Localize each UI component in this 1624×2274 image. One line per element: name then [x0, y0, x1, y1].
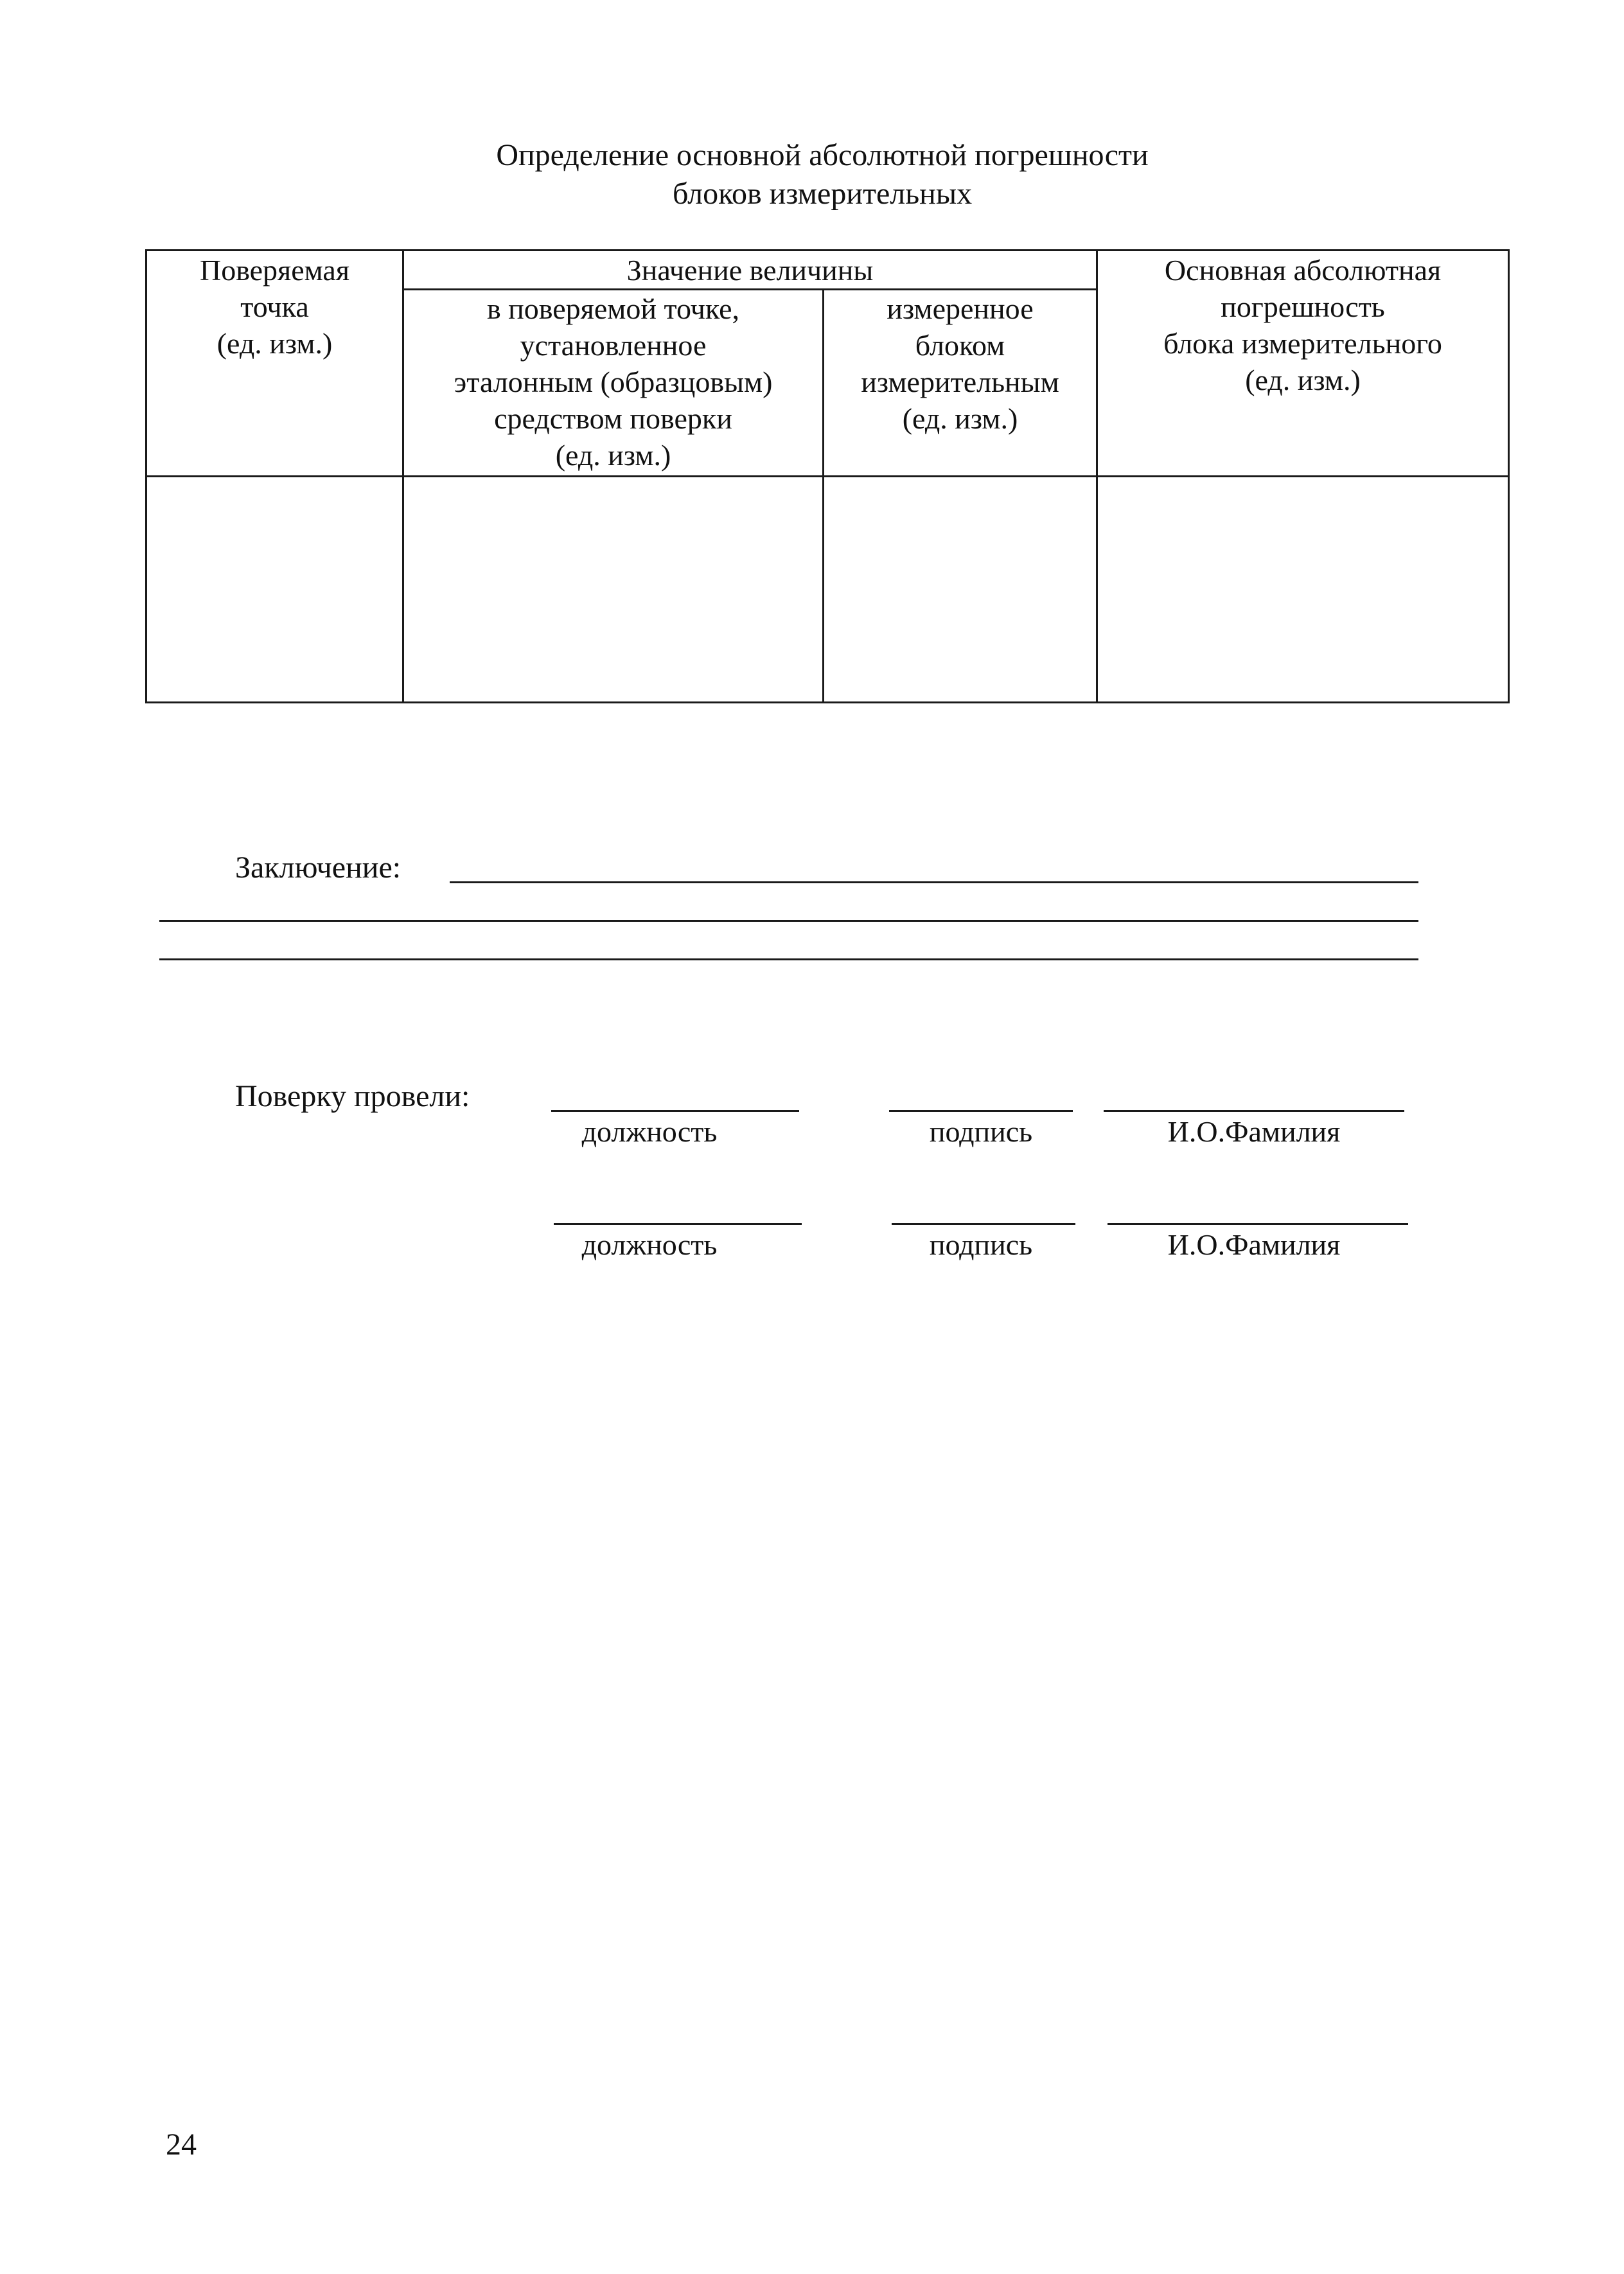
body-cell-measured-value[interactable]	[824, 477, 1096, 701]
table-border-right	[1508, 249, 1510, 703]
header-reference-value: в поверяемой точке, установленное эталонным (образцовым) средством поверки (ед. изм.)	[454, 292, 773, 472]
conclusion-line-3[interactable]	[159, 958, 1418, 960]
heading-line-1: Определение основной абсолютной погрешности	[496, 138, 1149, 172]
signature-caption-1: подпись	[929, 1115, 1033, 1148]
name-line-1[interactable]	[1104, 1110, 1404, 1112]
conclusion-line-2[interactable]	[159, 920, 1418, 922]
header-value-group: Значение величины	[626, 254, 874, 286]
header-checked-point: Поверяемая точка (ед. изм.)	[199, 254, 350, 360]
signatures-label: Поверку провели:	[235, 1079, 470, 1113]
table-border-bottom	[145, 701, 1510, 703]
heading-line-2: блоков измерительных	[672, 177, 973, 211]
signature-line-2[interactable]	[892, 1223, 1075, 1225]
name-caption-1: И.О.Фамилия	[1167, 1115, 1341, 1148]
position-caption-1: должность	[581, 1115, 718, 1148]
position-line-2[interactable]	[554, 1223, 802, 1225]
signature-line-1[interactable]	[889, 1110, 1073, 1112]
name-caption-2: И.О.Фамилия	[1167, 1228, 1341, 1261]
header-measured-value: измеренное блоком измерительным (ед. изм.)	[861, 292, 1059, 435]
page-number: 24	[166, 2128, 197, 2162]
name-line-2[interactable]	[1108, 1223, 1408, 1225]
body-cell-checked-point[interactable]	[147, 477, 402, 701]
signature-caption-2: подпись	[929, 1228, 1033, 1261]
body-cell-reference-value[interactable]	[404, 477, 822, 701]
body-cell-absolute-error[interactable]	[1098, 477, 1508, 701]
conclusion-label: Заключение:	[235, 851, 402, 885]
position-line-1[interactable]	[551, 1110, 799, 1112]
position-caption-2: должность	[581, 1228, 718, 1261]
conclusion-line-1[interactable]	[450, 881, 1418, 883]
header-absolute-error: Основная абсолютная погрешность блока измерительного (ед. изм.)	[1163, 254, 1442, 396]
table-border-top	[145, 249, 1510, 251]
